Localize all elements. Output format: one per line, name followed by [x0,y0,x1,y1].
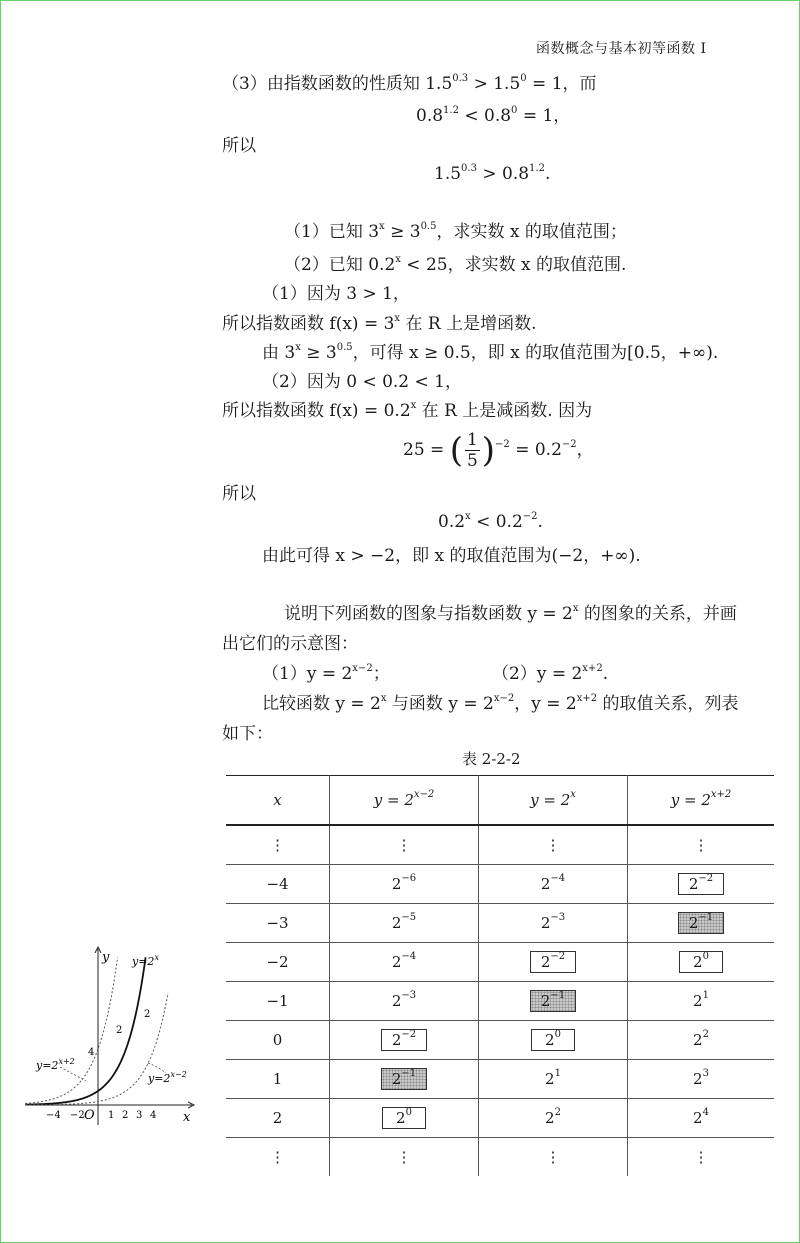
table-cell [628,865,775,904]
so-text-2: 所以 [222,484,256,504]
x-tick-label: 4 [150,1110,157,1121]
task-line-1: 说明下列函数的图象与指数函数 $y = 2^x$ 的图象的关系，并画 [284,603,737,624]
example-q2: （2）已知 $0.2^x < 25$，求实数 x 的取值范围. [284,254,627,275]
shaded-value: $2^{-1}$ [530,990,576,1012]
table-cell [330,1021,479,1060]
table-header-row [226,776,774,826]
origin-label: O [84,1108,95,1123]
task-item-1: $(1)y = 2^{x-2}$； [262,663,390,684]
label-main: $y=2^x$ [132,953,159,968]
table-caption: 表 2-2-2 [462,750,521,768]
x-tick-labels [46,1110,156,1121]
equation-25: 25 = ( $\frac{1}{5}$ )$^{-2} = 0.2^{-2}$， [403,430,594,471]
table-cell [330,1060,479,1099]
solution-2: （2）因为 0 < 0.2 < 1， [262,372,462,392]
table-cell: $2^2$ [628,1021,775,1060]
boxed-value: $2^{-2}$ [381,1029,427,1051]
x-tick-label: −2 [70,1110,85,1121]
table-header-cell: $y = 2^x$ [479,776,628,826]
table-cell: $2^4$ [628,1099,775,1138]
table-cell: $2^{-3}$ [330,982,479,1021]
table-cell: ⋮ [479,825,628,865]
table-cell: $2^1$ [628,982,775,1021]
solution-1c: 由 $3^x \ge 3^{0.5}$，可得 x ≥ 0.5，即 x 的取值范围为[0.5，+∞). [262,342,719,363]
x-tick-label: 2 [122,1110,129,1121]
boxed-value: $2^0$ [531,1029,575,1051]
part3-intro: （3）由指数函数的性质知 $1.5^{0.3} > 1.5^0 = 1$，而 [222,73,597,94]
boxed-value: $2^0$ [382,1107,426,1129]
table-cell [628,904,775,943]
table-header-cell: $y = 2^{x-2}$ [330,776,479,826]
table-row [226,1138,774,1177]
shaded-value: $2^{-1}$ [678,912,724,934]
table-row [226,865,774,904]
table-cell: $2^{-5}$ [330,904,479,943]
table-cell [479,943,628,982]
table-row [226,982,774,1021]
task-item-2: $(2)y = 2^{x+2}$. [492,663,609,684]
y-tick-4: 4 [88,1047,95,1058]
table-cell: ⋮ [226,825,330,865]
table-cell [479,1021,628,1060]
table-cell: ⋮ [226,1138,330,1177]
table-cell: −2 [226,943,330,982]
part3-result: $1.5^{0.3} > 0.8^{1.2}$. [434,163,551,184]
table-cell: $2^3$ [628,1060,775,1099]
running-header: 函数概念与基本初等函数 I [536,41,707,57]
table-cell [628,943,775,982]
boxed-value: $2^0$ [679,951,723,973]
part3-equation: $0.8^{1.2} < 0.8^0 = 1$， [416,105,571,126]
x-axis-label: x [183,1110,191,1125]
table-row [226,904,774,943]
table-cell: −3 [226,904,330,943]
graph-svg [20,945,200,1130]
compare-line-1: 比较函数 $y = 2^x$ 与函数 $y = 2^{x-2}$，$y = 2^{x+2}$ 的取值关系，列表 [262,693,739,714]
table-cell: $2^1$ [479,1060,628,1099]
compare-line-2: 如下： [222,724,273,744]
table-row [226,825,774,865]
table-cell: −1 [226,982,330,1021]
table-cell: 0 [226,1021,330,1060]
example-q1: （1）已知 $3^x \ge 3^{0.5}$，求实数 x 的取值范围； [284,221,627,242]
shift-label-1: 2 [116,1025,123,1036]
table-row [226,1099,774,1138]
x-tick-label: 1 [108,1110,115,1121]
shift-label-2: 2 [144,1009,151,1020]
task-line-2: 出它们的示意图： [222,634,358,654]
x-tick-label: −4 [46,1110,61,1121]
table-cell: 1 [226,1060,330,1099]
value-table [226,775,774,1176]
table-cell [330,1099,479,1138]
solution-1b: 所以指数函数 $f(x) = 3^x$ 在 R 上是增函数. [222,313,537,334]
leader-line-left [60,1067,86,1081]
table-cell: $2^{-3}$ [479,904,628,943]
exponential-graph [20,945,200,1130]
table-cell: ⋮ [330,1138,479,1177]
table-cell [479,982,628,1021]
so-text-1: 所以 [222,136,256,156]
table-cell: −4 [226,865,330,904]
inequality: $0.2^x < 0.2^{-2}$. [438,511,543,532]
y-axis-label: y [102,950,110,965]
solution-1: （1）因为 3 > 1， [262,284,410,304]
table-row [226,1021,774,1060]
solution-2b: 所以指数函数 $f(x) = 0.2^x$ 在 R 上是减函数. 因为 [222,400,593,421]
label-left: $y=2^{x+2}$ [36,1057,75,1072]
table-cell: ⋮ [479,1138,628,1177]
boxed-value: $2^{-2}$ [678,873,724,895]
table-header-cell: $y = 2^{x+2}$ [628,776,775,826]
curve-x-plus-2 [25,957,117,1103]
table-cell: $2^{-4}$ [330,943,479,982]
x-tick-label: 3 [136,1110,143,1121]
table-cell: ⋮ [330,825,479,865]
conclusion: 由此可得 x > −2，即 x 的取值范围为(−2，+∞). [262,546,641,566]
curve-2-power-x [25,957,145,1104]
table-cell: ⋮ [693,1148,709,1166]
table-cell: ⋮ [628,825,775,865]
table-header-cell: x [226,776,330,826]
table-cell: $2^{-4}$ [479,865,628,904]
table-row [226,943,774,982]
boxed-value: $2^{-2}$ [530,951,576,973]
table-cell: 2 [226,1099,330,1138]
table-cell: $2^2$ [479,1099,628,1138]
table-row [226,1060,774,1099]
label-right: $y=2^{x-2}$ [148,1070,187,1085]
table-cell: $2^{-6}$ [330,865,479,904]
shaded-value: $2^{-1}$ [381,1068,427,1090]
